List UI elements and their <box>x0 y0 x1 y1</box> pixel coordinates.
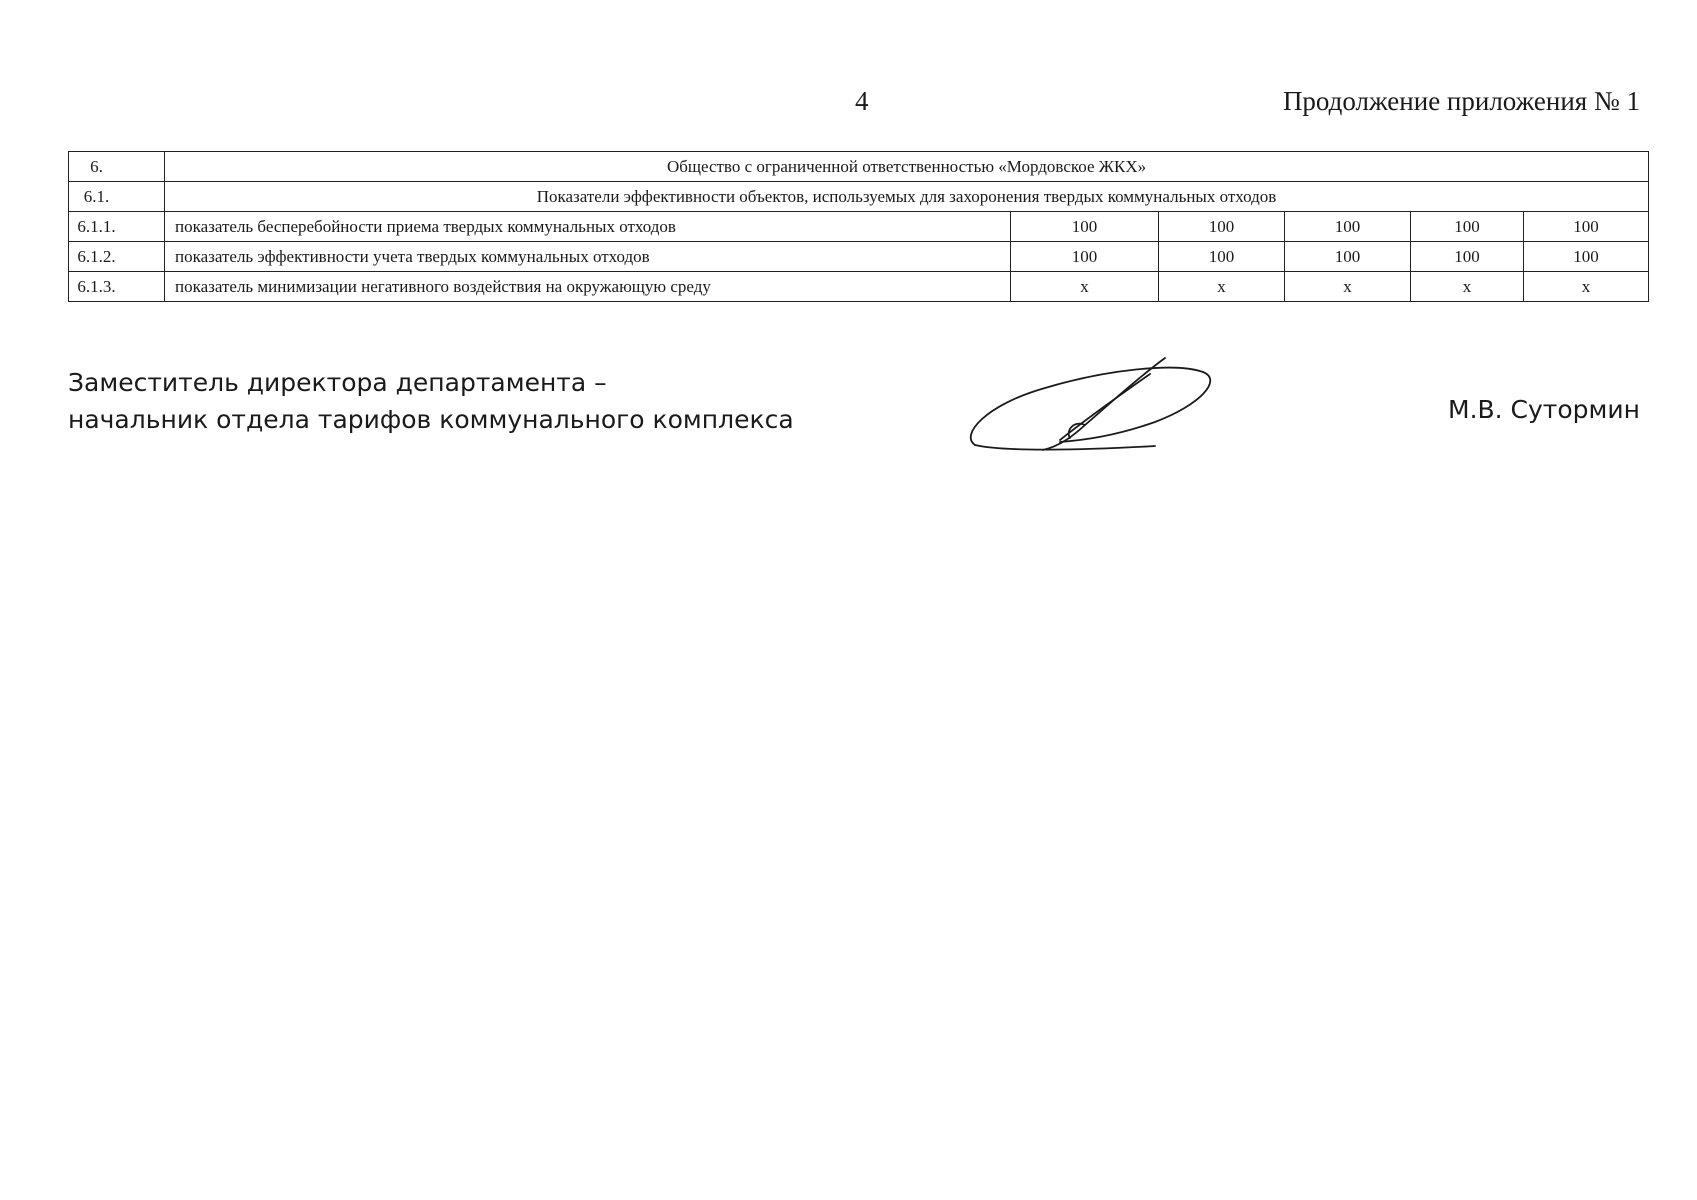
indicator-value: 100 <box>1285 212 1411 242</box>
indicator-value: 100 <box>1285 242 1411 272</box>
indicator-value: 100 <box>1159 242 1285 272</box>
indicator-value: х <box>1285 272 1411 302</box>
handwritten-signature <box>965 350 1215 460</box>
signatory-position <box>68 364 794 438</box>
position-line-1: Заместитель директора департамента – <box>68 368 607 397</box>
indicator-value: 100 <box>1011 242 1159 272</box>
table-row-section <box>69 182 1649 212</box>
indicator-value: х <box>1524 272 1649 302</box>
indicator-name: показатель бесперебойности приема твердых коммунальных отходов <box>165 212 1011 242</box>
indicator-value: 100 <box>1411 212 1524 242</box>
page-number: 4 <box>855 86 869 116</box>
section-title: Показатели эффективности объектов, используемых для захоронения твердых коммунальных отходов <box>165 182 1649 212</box>
table-row <box>69 242 1649 272</box>
indicator-value: 100 <box>1011 212 1159 242</box>
organization-title: Общество с ограниченной ответственностью «Мордовское ЖКХ» <box>165 152 1649 182</box>
row-number: 6. <box>69 152 165 182</box>
indicator-value: 100 <box>1524 242 1649 272</box>
indicator-value: х <box>1159 272 1285 302</box>
indicator-value: 100 <box>1411 242 1524 272</box>
table-row <box>69 212 1649 242</box>
indicator-value: х <box>1411 272 1524 302</box>
indicators-table <box>68 151 1649 302</box>
indicator-value: х <box>1011 272 1159 302</box>
table-row <box>69 272 1649 302</box>
row-number: 6.1.1. <box>69 212 165 242</box>
row-number: 6.1.2. <box>69 242 165 272</box>
indicator-name: показатель минимизации негативного воздействия на окружающую среду <box>165 272 1011 302</box>
table-row-org <box>69 152 1649 182</box>
row-number: 6.1.3. <box>69 272 165 302</box>
indicator-value: 100 <box>1524 212 1649 242</box>
signer-name: М.В. Сутормин <box>1448 395 1640 424</box>
appendix-label: Продолжение приложения № 1 <box>1282 86 1640 116</box>
row-number: 6.1. <box>69 182 165 212</box>
indicator-name: показатель эффективности учета твердых коммунальных отходов <box>165 242 1011 272</box>
indicator-value: 100 <box>1159 212 1285 242</box>
position-line-2: начальник отдела тарифов коммунального комплекса <box>68 405 794 434</box>
